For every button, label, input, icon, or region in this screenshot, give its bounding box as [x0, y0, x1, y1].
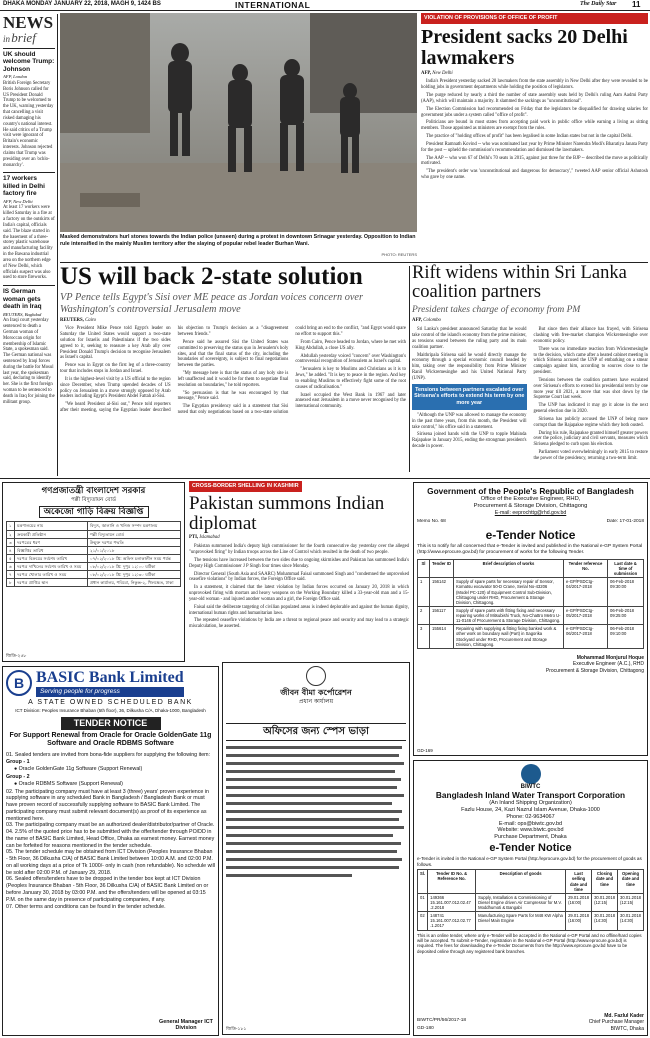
us-story	[60, 264, 406, 474]
us-byline	[60, 318, 406, 324]
srilanka-para: Sri Lanka's president announced Saturday that he would take control of the island's economy from the prime minister, as tensions soared between the ruling party and its main coalition partner.	[412, 327, 527, 350]
pakistan-para: In a statement, it claimed that the latest violation by Indian forces occurred on January 20, 2018 in which unprovoked firing with mortars and heavy weapons on the Working Boundary killed a 33-year-old man and a 15-year-old woman - and injured another woman and a girl, the Foreign Office said.	[189, 585, 409, 602]
table-cell: 156117	[430, 606, 454, 624]
table-cell: ০৭/০২/২০১৮ খ্রি: অফিস চলাকালীন সময় পর্যন্ত	[87, 554, 180, 562]
us-para: Abdullah yesterday voiced "concern" over Washington's controversial recognition of Jerusalem as Israel's capital.	[295, 353, 406, 365]
rhd-gd: GD-169	[417, 747, 433, 753]
brief-logo	[3, 14, 55, 44]
biwtc-addr: Fazlu House, 24, Kazi Nazrul Islam Avenue, Dhaka-1000	[461, 807, 600, 814]
govt-ad-title: গণপ্রজাতন্ত্রী বাংলাদেশ সরকার	[41, 486, 146, 496]
basic-bank-ad	[2, 666, 219, 1036]
table-cell: 01	[418, 893, 428, 911]
srilanka-pullquote: Tensions between partners escalated over Sirisena's efforts to extend his term by one more year	[412, 384, 527, 410]
biwtc-name: Bangladesh Inland Water Transport Corporation	[435, 790, 626, 801]
pakistan-byline-place: Islamabad	[199, 535, 220, 541]
basic-group1: Group - 1	[6, 759, 30, 766]
table-cell: উন্মুক্ত দরপত্র পদ্ধতি	[87, 538, 180, 546]
brief-body: At least 17 workers were killed Saturday in a fire at a factory on the outskirts of India's capital, officials said. The blaze started in the basement of a three-storey plastic warehouse and manufacturing facility in the Bawana industrial area on the northern edge of New Delhi, which officials suspect was also used to store fireworks.	[3, 205, 55, 281]
jibon-company: জীবন বীমা কর্পোরেশন	[280, 688, 352, 697]
us-para: The Egyptian presidency said in a statement that Sisi noted that only negotiations based on a two-state solution could bring an end to the conflict, "and Egypt would spare no effort to support this."	[177, 326, 406, 416]
table-cell: দরপত্র প্রাপ্তির স্থান	[15, 579, 88, 587]
table-row	[7, 579, 181, 587]
pakistan-para: Pakistan summoned India's deputy high commissioner for the fourth consecutive day yesterday over the alleged "unprovoked firing" by Indian troops across the Line of Control which resulted in the death of two people.	[189, 544, 409, 556]
delhi-byline-place: New Delhi	[432, 70, 453, 76]
table-header: Description of goods	[476, 870, 566, 894]
table-header-row	[418, 559, 644, 577]
jibon-text-block	[226, 746, 406, 877]
rhd-title: e-Tender Notice	[485, 527, 576, 542]
table-header: Tender ID No. & Reference No.	[428, 870, 476, 894]
table-cell: e-GP/PSDCtg-06/2017-2018	[564, 625, 608, 649]
basic-state: A STATE OWNED SCHEDULED BANK	[28, 698, 193, 706]
srilanka-para: The UNP has indicated it may go it alone in the next general election due in 2020.	[533, 403, 648, 415]
srilanka-para: Sirisena has publicly accused the UNP of being more corrupt than the Rajapakse regime which they both ousted.	[533, 416, 648, 428]
brief-item	[3, 285, 55, 405]
table-header: Last date & time of submission	[608, 559, 644, 577]
delhi-kicker: VIOLATION OF PROVISIONS OF OFFICE OF PROFIT	[421, 13, 648, 24]
rhd-memo: Memo No. 68	[417, 518, 446, 524]
biwtc-sign-name: Md. Fazlul Kader	[604, 1012, 644, 1019]
delhi-para: President Ramnath Kovind -- who was nominated last year by Prime Minister Narendra Modi's Bharatiya Janata Party for the post -- upheld the commission's recommendation and dismissed the lawmakers.	[421, 141, 648, 153]
table-cell: ৩	[7, 538, 15, 546]
section-title: INTERNATIONAL	[235, 0, 311, 10]
table-cell: 149366 15.161.007.012.02.47 .2.2018	[428, 893, 476, 911]
table-cell: e-GP/PSDCtg-05/2017-2018	[564, 606, 608, 624]
table-row	[7, 554, 181, 562]
pakistan-headline: Pakistan summons Indian diplomat	[189, 492, 385, 534]
text-line	[226, 826, 404, 829]
srilanka-headline: Rift widens within Sri Lanka coalition partners	[412, 264, 627, 303]
basic-name: BASIC Bank Limited	[36, 669, 184, 686]
protest-photo-image	[60, 13, 417, 232]
table-row	[418, 606, 644, 624]
horizontal-rule	[60, 262, 648, 263]
srilanka-para: Tensions between the coalition partners have escalated over Sirisena's efforts to extend his presidential term by one more year till 2021, a move that was shot down by the Supreme Court last week.	[533, 377, 648, 401]
table-cell: 1	[418, 578, 430, 607]
column-divider	[57, 14, 58, 476]
delhi-para: India's President yesterday sacked 20 lawmakers from the state assembly in New Delhi after they were revealed to be holding jobs in government departments while holding the position of legislators.	[421, 79, 648, 91]
srilanka-deck: President takes charge of economy from PM	[412, 304, 581, 315]
table-header: Sl	[418, 559, 430, 577]
basic-group1-item-text: Oracle GoldenGate 11g Software (Support Renewal)	[18, 766, 143, 773]
text-line	[226, 874, 352, 877]
delhi-byline	[421, 71, 648, 77]
biwtc-ad	[413, 760, 648, 1036]
table-cell: 06-Feb-2018 09:25:00	[608, 606, 644, 624]
table-cell: দরপত্র বিক্রয়ের সর্বশেষ তারিখ	[15, 554, 88, 562]
us-para: Pence was in Egypt on the first leg of a three-country tour that includes stops in Jordan and Israel.	[60, 363, 171, 375]
table-cell: বিদ্যুৎ, জ্বালানি ও খনিজ সম্পদ মন্ত্রণালয়	[87, 522, 180, 530]
basic-clause: 03. The participating company must be an authorized dealer/distributor/partner of Oracle.	[6, 822, 215, 829]
jibon-branch: প্রধান কার্যালয়	[298, 697, 334, 705]
table-cell: 2	[418, 606, 430, 624]
us-body	[60, 326, 406, 416]
delhi-para: Politicians are bound in most states from accepting paid work in public office while earning a living as sitting members. Those appointed as ministers are exempt from the rules.	[421, 120, 648, 132]
table-cell: 30.01.2018 (14:30)	[592, 912, 618, 930]
masthead-date: DHAKA MONDAY JANUARY 22, 2018, MAGH 9, 1424 BS	[3, 1, 161, 7]
pakistan-para: The tensions have increased between the two sides due to ongoing skirmishes and Pakistan has summoned India's Deputy High Commissioner J P Singh four times since Monday.	[189, 557, 409, 569]
text-line	[226, 778, 401, 781]
page-number: 11	[632, 0, 641, 9]
table-cell: পল্লী বিদ্যুতায়ন বোর্ড	[87, 530, 180, 538]
rhd-etender-ad	[413, 482, 648, 756]
basic-body	[6, 752, 215, 911]
govt-ad-table	[6, 521, 181, 587]
text-line	[226, 786, 397, 789]
table-cell: মন্ত্রণালয়ের নাম	[15, 522, 88, 530]
delhi-para: The purge reduced by nearly a third the number of state assembly seats held by Delhi's ruling Aam Aadmi Party (AAP), which will maintain a majority. It slammed the sackings as "unconstitutional".	[421, 93, 648, 104]
table-cell: দরপত্রের ধরণ	[15, 538, 88, 546]
table-cell: ১	[7, 522, 15, 530]
us-para: "We heard President al-Sisi out," Pence told reporters after their meeting, saying the Egyptian leader described his objection to Trump's decision as a "disagreement between friends."	[60, 326, 289, 414]
biwtc-sign-org: BIWTC, Dhaka	[610, 1025, 644, 1032]
biwtc-sub: (An Inland Shipping Organization)	[489, 800, 572, 807]
table-cell: 06-Feb-2018 09:10:00	[608, 625, 644, 649]
us-para: Israel occupied the West Bank in 1967 and later annexed east Jerusalem in a move never recognised by the international community.	[295, 392, 406, 410]
table-row	[7, 538, 181, 546]
rhd-date: Date: 17-01-2018	[606, 518, 644, 524]
basic-sign: General Manager ICT Division	[159, 1018, 213, 1032]
biwtc-footer	[417, 1006, 644, 1032]
brief-body: British Foreign Secretary Boris Johnson called for US President Donald Trump to be welcomed to the UK, warning yesterday that cancelling a visit risked damaging his country's national interest. He said critics of a Trump visit were ignorant of Britain's economic interests. Johnson rejected claims that Trump was presiding over an 'ochlo-monarchy'.	[3, 81, 54, 168]
brief-logo-in: in	[3, 34, 11, 44]
table-row	[418, 912, 644, 930]
rhd-division: Procurement & Storage Division, Chittagong	[473, 503, 588, 510]
basic-clause: 06. Sealed offers/tenders have to be dropped in the tender box kept at ICT Division (Peoples Insurance Bhaban - 5th Floor, 36 Dilkusha C/A) of BASIC Bank Limited on or before January 30, 2018 by 03:00 P.M. and the offers/tenders will be opened at 03:15 P.M. on the same day in presence of participating companies, if any.	[6, 876, 209, 903]
srilanka-byline	[412, 318, 648, 324]
table-cell: ক্রয়কারী প্রতিষ্ঠান	[15, 530, 88, 538]
table-cell: দরপত্র দাখিলের সর্বশেষ তারিখ ও সময়	[15, 563, 88, 571]
biwtc-note: This is an online tender, where only e-Tender will be accepted in the National e-GP Portal and no offline/hard copies will be accepted. To submit e-Tender, registration in the National e-GP Portal (http://www.eprocure.gov.bd) is required. The fees for downloading the e-Tender Documents from the http://www.eprocure.gov.bd have to be deposited online through any registered bank branches.	[417, 932, 642, 954]
srilanka-para: Sirisena joined hands with the UNP to topple Mahinda Rajapakse in January 2015, ending the strongman president's decade in power.	[412, 432, 527, 450]
rhd-intro: This is to notify for all concerned that e-Tender is invited and published in the National e-GP System Portal (http://www.eprocure.gov.bd) for procurement of works for the following Tender.	[417, 544, 643, 556]
table-cell: দরপত্র খোলার তারিখ ও সময়	[15, 571, 88, 579]
us-deck: VP Pence tells Egypt's Sisi over ME peace as Jordan voices concern over Washington's controversial Jerusalem move	[60, 292, 363, 315]
brief-item	[3, 48, 55, 168]
text-line	[226, 866, 399, 869]
pakistan-body	[189, 544, 409, 630]
us-para: It is the highest-level visit by a US official to the region since December, when Trump upended decades of US policy on Jerusalem in a move strongly opposed by Arab leaders including Egypt's President Abdel Fattah al-Sisi.	[60, 376, 171, 400]
table-row	[7, 530, 181, 538]
srilanka-para: But since then their alliance has frayed, with Sirisena clashing with free-market champion Wickremesinghe over economic policy.	[533, 327, 648, 344]
jibon-logo-icon	[306, 666, 326, 686]
govt-ad-footer: জিডি-২৫৮	[6, 653, 27, 659]
brief-headline: IS German woman gets death in Iraq	[3, 285, 55, 310]
horizontal-rule	[0, 478, 650, 479]
rhd-sign-name: Mohammad Monjurul Hoque	[576, 654, 644, 661]
table-header-row	[418, 870, 644, 894]
jibon-heading: অফিসের জন্য স্পেস ভাড়া	[226, 723, 406, 741]
delhi-headline: President sacks 20 Delhi lawmakers	[421, 25, 628, 69]
delhi-para: The Election Commission had recommended on Friday that the legislators be disqualified for drawing salaries for government jobs under a system called "office of profit".	[421, 106, 648, 118]
table-header: Sl.	[418, 870, 428, 894]
rhd-table	[417, 559, 644, 649]
photo-credit: PHOTO: REUTERS	[381, 252, 417, 258]
news-in-brief	[3, 14, 55, 489]
table-cell: Supply of spare parts for necessary repair of Sensor, Komatsu excavator 50-D Crane, Serial No-43206 (Model PC-120) of Equipment Control Sub-Division, Chittagong under RHD, Procurement & Storage Division, Chittagong.	[454, 578, 564, 607]
table-cell: ৬	[7, 563, 15, 571]
text-line	[226, 818, 399, 821]
basic-clause: 05. The tender schedule may be obtained from ICT Division (Peoples Insurance Bhaban - 5th Floor, 36 Dilkusha C/A) of BASIC Bank Limited between 10:00 A.M. and 02:00 P.M. on all working days at a price of Tk 1000/- only in cash (non refundable). No schedule will be sold after 02:00 P.M. of January 29, 2018.	[6, 849, 215, 876]
srilanka-para: During his rule, Rajapakse granted himself greater powers over the police, judiciary and civil servants, measures which Sirisena pledged to curb upon his election.	[533, 430, 648, 448]
table-cell: 30.01.2018 (14:30)	[618, 912, 644, 930]
srilanka-para: Parliament voted overwhelmingly in early 2015 to restore the power of the presidency, returning a two-term limit.	[533, 450, 648, 461]
protest-photo	[60, 13, 417, 232]
pakistan-kicker: CROSS-BORDER SHELLING IN KASHMIR	[189, 481, 302, 492]
table-cell: Supply, Installation & Commissioning of Diesel Engine driven Air Compressor for M.V. Moddhumoti & Bangabi	[476, 893, 566, 911]
table-header: Last selling date and time	[566, 870, 592, 894]
basic-group2: Group - 2	[6, 773, 30, 780]
srilanka-para: There was no immediate reaction from Wickremesinghe to the decision, which came after a heated cabinet meeting in which Sirisena accused the UNP of embarking on a smear campaign against him, according to sources close to the president.	[533, 346, 648, 376]
text-line	[226, 754, 399, 757]
table-cell: 30.01.2018 (12:15)	[592, 893, 618, 911]
basic-logo-icon: B	[6, 670, 32, 696]
basic-clause: 02. The participating company must have at least 3 (three) years' proven experience in supplying software in any scheduled Bank in Bangladesh / Bangladesh Bank or must have proven record of successfully supplying software to BASIC Bank Limited. The participating company must submit relevant document(s) as proof of its experience as mentioned here.	[6, 788, 209, 822]
table-row	[418, 625, 644, 649]
brief-logo-news: NEWS	[3, 14, 54, 32]
basic-group2-item-text: Oracle RDBMS Software (Support Renewal)	[18, 780, 123, 787]
delhi-story	[421, 13, 648, 262]
basic-intro: 01. Sealed tenders are invited from bona-fide suppliers for supplying the following item:	[6, 751, 211, 758]
text-line	[226, 762, 404, 765]
text-line	[226, 842, 401, 845]
srilanka-byline-place: Colombo	[423, 318, 441, 324]
delhi-body	[421, 79, 648, 180]
rhd-memo-line	[417, 519, 644, 526]
table-row	[7, 571, 181, 579]
brief-logo-brief: brief	[11, 30, 36, 45]
rhd-email: E-mail: eeprochttg@rhd.gov.bd	[494, 510, 567, 517]
table-cell: 30.01.2018 (12:15)	[618, 893, 644, 911]
rhd-sign-role: Executive Engineer (A.C.), RHD	[572, 661, 644, 668]
text-line	[226, 794, 404, 797]
pakistan-story	[189, 481, 409, 659]
table-header: Brief description of works	[454, 559, 564, 577]
jibon-bima-ad	[222, 662, 410, 1035]
brief-body: An Iraqi court yesterday sentenced to death a German woman of Moroccan origin for membership of Islamic State, a spokesman said. The German national was sentenced by Iraqi forces during the battle for Mosul last year, the spokesman said, declaring to identify her. She is the first foreign woman to be sentenced to death in Iraq for joining the militant group.	[3, 318, 55, 405]
srilanka-body	[412, 327, 648, 461]
table-row	[418, 893, 644, 911]
text-line	[226, 810, 402, 813]
table-cell: 29.01.2018 (16:00)	[566, 912, 592, 930]
table-header: Tender ID	[430, 559, 454, 577]
basic-address: ICT Division: Peoples Insurance Bhaban (5th floor), 36, Dilkusha C/A, Dhaka-1000, Bangladesh	[15, 708, 206, 714]
pakistan-byline	[189, 535, 409, 541]
us-byline-place: Cairo	[85, 317, 97, 323]
pakistan-para: Director General (South Asia and SAARC) Mohammad Faisal summoned Singh and "condemned the unprovoked ceasefire violations" by Indian forces, the Foreign Office said.	[189, 571, 409, 583]
biwtc-table	[417, 869, 644, 930]
table-cell: 155614	[430, 625, 454, 649]
table-cell: 148741 15.161.007.012.02.77 .1.2017	[428, 912, 476, 930]
text-line	[226, 802, 392, 805]
table-header: Closing date and time	[592, 870, 618, 894]
us-para: "Jerusalem is key to Muslims and Christians as it is to Jews," he added. "It is key to peace in the region. And key to enabling Muslims to effectively fight some of the root causes of radicalisation."	[295, 367, 406, 390]
biwtc-intro: e-Tender is invited in the National e-GP System Portal (http://eprocure.gov.bd) for the procurement of goods as follows.	[417, 856, 642, 867]
biwtc-signature	[589, 1013, 644, 1033]
biwtc-email: E-mail: ops@biwtc.gov.bd	[498, 820, 563, 827]
basic-tagline: Serving people for progress	[36, 687, 184, 697]
text-line	[226, 746, 402, 749]
table-cell: ৪	[7, 546, 15, 554]
basic-clause: 04. 2.5% of the quoted price has to be submitted with the offer/tender through PO/DD in the name of BASIC Bank Limited, Head Office, Dhaka as earnest money. Earnest money can be forfeited for reasons mentioned in the tender schedule.	[6, 829, 215, 849]
us-byline-agency: REUTERS,	[60, 317, 84, 323]
table-cell: 06-Feb-2018 09:30:00	[608, 578, 644, 607]
biwtc-web: Website: www.biwtc.gov.bd	[497, 827, 564, 834]
table-header: Opening date and time	[618, 870, 644, 894]
brief-source: AFP, New Delhi	[3, 198, 33, 204]
govt-sale-ad	[2, 482, 185, 662]
masthead	[0, 0, 650, 11]
table-row	[418, 578, 644, 607]
table-cell: Repairing with supplying & fitting fixing banked work & other work on boundary wall (Part) in Sagorika Stockyard under RHD, Procurement and Storage Division, Chittagong.	[454, 625, 564, 649]
table-cell: বিজ্ঞপ্তির তারিখ	[15, 546, 88, 554]
brief-headline: 17 workers killed in Delhi factory fire	[3, 172, 55, 197]
biwtc-phone: Phone: 02-9634067	[506, 813, 555, 820]
table-cell: ৮	[7, 579, 15, 587]
photo-caption: Masked demonstrators hurl stones towards the Indian police (unseen) during a protest in downtown Srinagar yesterday. Opposition to Indian rule intensified in the mainly Muslim territory after the slaying of popular rebel leader Burhan Wani.	[60, 234, 416, 247]
us-para: "So persuasion is that he was encouraged by that message," Pence said.	[177, 390, 289, 402]
basic-clause: 07. Other terms and conditions can be found in the tender schedule.	[6, 903, 166, 910]
table-cell: Supply of spare parts with fitting fixing and necessary repairing works of Mitsubishi Truck, No-Chattro Metro U-11-0146 of Procurement & Storage Division, Chittagong.	[454, 606, 564, 624]
rhd-gov: Government of the People's Republic of Bangladesh	[427, 486, 634, 496]
table-header: Tender reference No.	[564, 559, 608, 577]
pakistan-para: Faisal said the deliberate targeting of civilian populated areas is indeed deplorable and against the human dignity, international human rights and humanitarian laws.	[189, 604, 409, 616]
brief-item	[3, 172, 55, 281]
pakistan-byline-agency: PTI,	[189, 535, 199, 541]
table-cell: ৭	[7, 571, 15, 579]
us-para: From Cairo, Pence headed to Jordan, where he met with King Abdullah, a close US ally.	[295, 340, 406, 351]
basic-group2-item: ● Oracle RDBMS Software (Support Renewal)	[14, 780, 123, 787]
column-divider	[409, 266, 410, 472]
srilanka-story	[412, 264, 648, 474]
govt-ad-subtitle: পল্লী বিদ্যুতায়ন বোর্ড	[70, 497, 116, 504]
biwtc-gd: GD-180	[417, 1026, 434, 1032]
table-cell: ৫	[7, 554, 15, 562]
pakistan-para: The repeated ceasefire violations by India are a threat to regional peace and security and may lead to a strategic miscalculation, he asserted.	[189, 618, 409, 630]
basic-tender-title: TENDER NOTICE	[61, 717, 161, 730]
table-row	[7, 546, 181, 554]
table-cell: Manufacturing Spare Parts for M48 KW Alpha Diesel Main Engine	[476, 912, 566, 930]
delhi-para: The practice of "holding offices of profit" has been legalised in some Indian states but not in the capital Delhi.	[426, 134, 633, 140]
us-para: Pence said he assured Sisi the United States was committed to preserving the status quo in Jerusalem's holy sites, and that the final status of the city, including the boundaries of sovereignty, is subject to final negotiations between the parties.	[177, 340, 289, 369]
text-line	[226, 770, 395, 773]
table-row	[7, 522, 181, 530]
text-line	[226, 858, 402, 861]
biwtc-sign-role: Chief Purchase Manager	[588, 1019, 644, 1025]
table-cell: ২১/০১/২০১৮	[87, 546, 180, 554]
jibon-footer: জিডি-১৮১	[226, 1026, 247, 1032]
biwtc-title: e-Tender Notice	[489, 841, 572, 854]
biwtc-dept: Purchase Department, Dhaka	[494, 833, 567, 840]
brief-headline: UK should welcome Trump: Johnson	[3, 48, 55, 73]
srilanka-byline-agency: AFP,	[412, 318, 423, 324]
table-cell: ০৮/০২/২০১৮ খ্রি: দুপুর ১২:০০ ঘটিকা	[87, 563, 180, 571]
table-cell: 02	[418, 912, 428, 930]
table-cell: প্রধান কার্যালয়, পবিবো, নিকুঞ্জ-২, খিলক্ষেত, ঢাকা	[87, 579, 180, 587]
text-line	[226, 834, 393, 837]
us-para: Vice President Mike Pence told Egypt's leader on Saturday the United States would support a two-state solution for Israelis and Palestinians if the two sides agreed to it, seeking to reassure a key Arab ally over President Donald Trump's decision to recognise Jerusalem as Israel's capital.	[60, 326, 171, 361]
table-row	[7, 563, 181, 571]
srilanka-para: "Although the UNP was allowed to manage the economy in the past three years, from this month, the President will take control," his office said in a statement.	[412, 412, 527, 430]
delhi-para: The AAP -- who won 67 of Delhi's 70 seats in 2015, against just three for the BJP -- described the move as politically motivated.	[421, 155, 648, 167]
basic-header	[6, 670, 215, 697]
rhd-office: Office of the Executive Engineer, RHD,	[480, 496, 581, 503]
table-cell: 29.01.2018 (16:00)	[566, 893, 592, 911]
brief-source: REUTERS, Baghdad	[3, 311, 42, 317]
biwtc-abbr: BIWTC	[520, 784, 541, 790]
table-cell: e-GP/PSDCtg-04/2017-2018	[564, 578, 608, 607]
table-cell: 156142	[430, 578, 454, 607]
table-cell: ২	[7, 530, 15, 538]
biwtc-logo-icon	[521, 764, 541, 784]
us-para: "My message here is that the status of any holy site is left unaffected and it would be for them to negotiate final resolution on boundaries," he told reporters.	[177, 371, 289, 388]
govt-ad-heading: অকেজো গাড়ি বিক্রয় বিজ্ঞপ্তি	[39, 506, 149, 518]
paper-name: The Daily Star	[580, 1, 617, 7]
srilanka-para: Maithripala Sirisena said he would directly manage the economy through a special economic council headed by him, taking over the responsibility from Prime Minister Ranil Wickremesinghe and his United National Party (UNP).	[412, 352, 527, 381]
rhd-sign-div: Procurement & Storage Division, Chittagong	[545, 667, 644, 674]
rhd-signature	[417, 655, 644, 675]
text-line	[226, 850, 397, 853]
table-cell: ০৮/০২/২০১৮ খ্রি: দুপুর ১২:৩০ ঘটিকা	[87, 571, 180, 579]
us-headline: US will back 2-state solution	[60, 264, 363, 290]
brief-source: AFP, London	[3, 74, 28, 80]
delhi-para: "The president's order was 'unconstitutional and dangerous for democracy'," tweeted AAP senior official Ashutosh who gave by one name.	[421, 169, 648, 181]
basic-group1-item: ● Oracle GoldenGate 11g Software (Support Renewal)	[14, 766, 143, 773]
basic-tender-sub: For Support Renewal from Oracle for Oracle GoldenGate 11g Software and Oracle RDBMS Software	[9, 731, 212, 748]
table-cell: 3	[418, 625, 430, 649]
photo-caption-box	[60, 234, 417, 258]
biwtc-ref: BIWTC/PR/56/2017-18	[417, 1018, 467, 1024]
delhi-byline-agency: AFP,	[421, 70, 432, 76]
